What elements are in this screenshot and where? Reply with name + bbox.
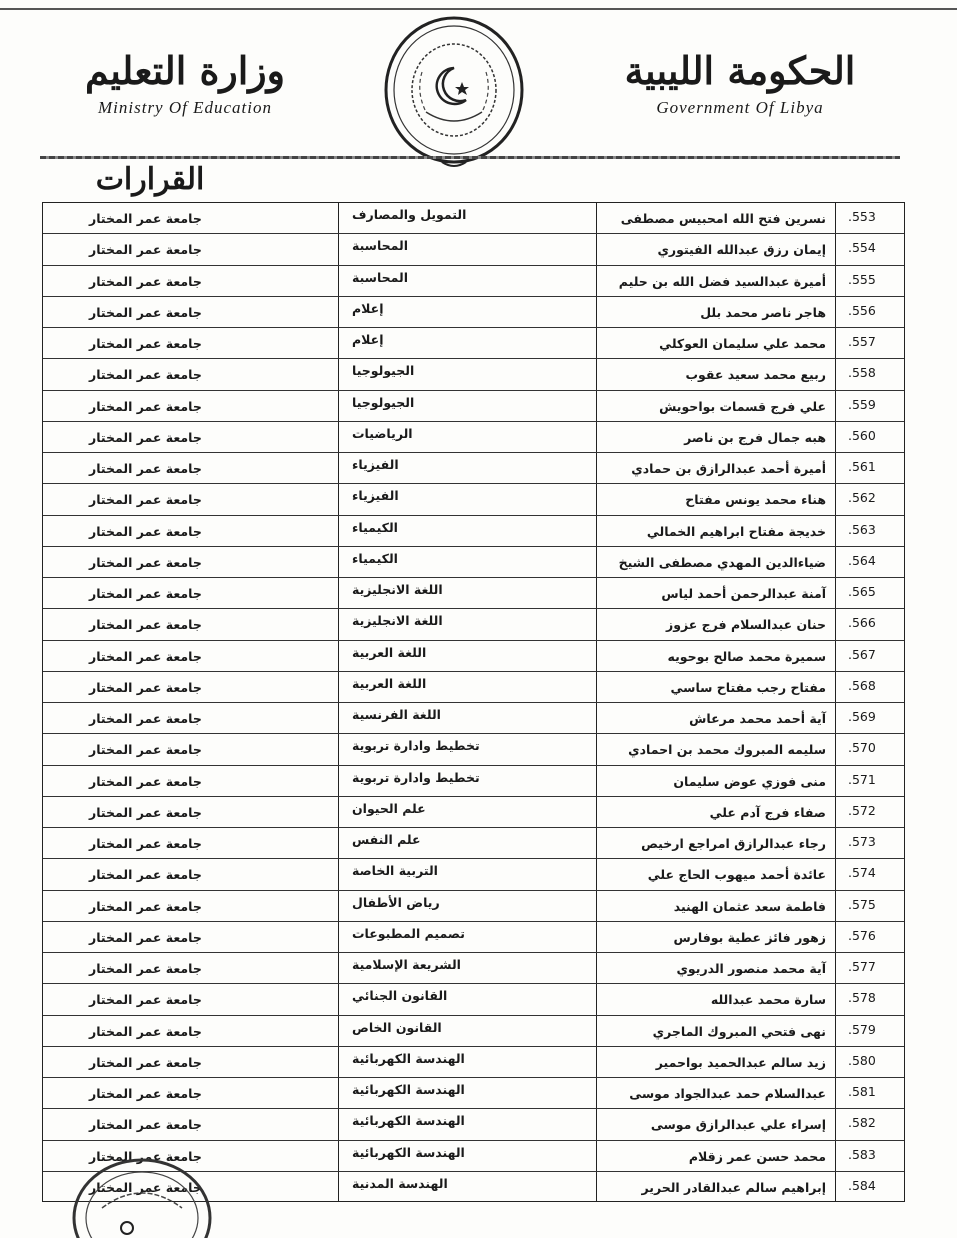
student-name: إيمان رزق عبدالله الفيتوري: [657, 242, 826, 258]
department: اللغة الانجليزية: [352, 613, 443, 629]
top-border-line: [0, 8, 957, 10]
university: جامعة عمر المختار: [89, 461, 202, 476]
university: جامعة عمر المختار: [89, 492, 202, 508]
row-number: .560: [848, 427, 876, 443]
row-number: .564: [848, 552, 876, 568]
department: اللغة العربية: [352, 644, 427, 660]
student-name: سميرة محمد صالح بوحويه: [667, 648, 826, 664]
row-number: .568: [848, 677, 876, 693]
department: اللغة العربية: [352, 675, 427, 691]
government-arabic-title: الحكومة الليبية: [624, 48, 856, 93]
department: الهندسة الكهربائية: [352, 1050, 465, 1066]
department: المحاسبة: [352, 238, 409, 254]
university: جامعة عمر المختار: [89, 648, 202, 664]
department: المحاسبة: [352, 269, 409, 285]
department: الهندسة المدنية: [352, 1175, 448, 1191]
table-row: [43, 1047, 904, 1078]
student-name: فاطمة سعد عثمان الهنيد: [673, 898, 826, 914]
student-name: نسرين فتح الله امحبيس مصطفى: [620, 211, 826, 226]
student-name: نهى فتحي المبروك الماجري: [652, 1023, 826, 1039]
department: اللغة الفرنسية: [352, 707, 441, 722]
row-number: .569: [848, 709, 876, 724]
department: الفيزياء: [352, 457, 399, 472]
university: جامعة عمر المختار: [89, 367, 202, 383]
university: جامعة عمر المختار: [89, 711, 202, 726]
row-number: .553: [848, 209, 876, 224]
table-row: [43, 1109, 904, 1140]
table-row: [43, 266, 904, 297]
department: الجيولوجيا: [352, 363, 415, 379]
student-name: محمد حسن عمر زقلام: [688, 1148, 826, 1164]
row-number: .556: [848, 302, 876, 318]
department: الشريعة الإسلامية: [352, 957, 461, 972]
table-row: [43, 641, 904, 672]
university: جامعة عمر المختار: [89, 804, 202, 820]
university: جامعة عمر المختار: [89, 929, 202, 945]
department: علم النفس: [352, 832, 421, 847]
row-number: .577: [848, 959, 876, 974]
ministry-english-title: Ministry Of Education: [98, 97, 272, 117]
student-name: أميرة عبدالسيد فضل الله بن حليم: [618, 273, 826, 289]
row-number: .584: [848, 1177, 876, 1193]
row-number: .566: [848, 615, 876, 631]
student-name: زيد سالم عبدالحميد بواحمير: [655, 1054, 826, 1070]
table-row: [43, 984, 904, 1015]
government-seal-emblem: [382, 12, 526, 172]
row-number: .561: [848, 459, 876, 474]
row-number: .574: [848, 865, 876, 881]
decisions-table: [42, 202, 905, 1202]
government-header: [600, 50, 880, 118]
student-name: حنان عبدالسلام فرج عزوز: [666, 617, 826, 633]
department: إعلام: [352, 300, 384, 316]
table-row: [43, 891, 904, 922]
department: اللغة الانجليزية: [352, 582, 443, 597]
row-number: .578: [848, 990, 876, 1006]
row-number: .559: [848, 396, 876, 412]
table-row: [43, 453, 904, 484]
university: جامعة عمر المختار: [89, 242, 202, 258]
student-name: محمد علي سليمان العوكلي: [659, 336, 826, 351]
department: علم الحيوان: [352, 800, 426, 816]
university: جامعة عمر المختار: [89, 304, 202, 320]
department: تخطيط وادارة تربوية: [352, 738, 480, 754]
row-number: .573: [848, 834, 876, 849]
university: جامعة عمر المختار: [89, 586, 202, 601]
ministry-arabic-title: وزارة التعليم: [84, 48, 286, 93]
student-name: زهور فائز عطية بوفارس: [673, 929, 826, 945]
student-name: آية محمد منصور الدريوي: [676, 961, 826, 976]
row-number: .563: [848, 521, 876, 537]
table-row: [43, 422, 904, 453]
row-number: .565: [848, 584, 876, 599]
university: جامعة عمر المختار: [89, 961, 202, 976]
university: جامعة عمر المختار: [89, 336, 202, 351]
university: جامعة عمر المختار: [89, 867, 202, 883]
department: القانون الجنائي: [352, 988, 448, 1004]
department: القانون الخاص: [352, 1019, 442, 1035]
table-row: [43, 766, 904, 797]
official-stamp-emblem: [62, 1148, 212, 1238]
row-number: .562: [848, 490, 876, 506]
student-name: آمنة عبدالرحمن أحمد لياس: [661, 586, 826, 601]
row-number: .582: [848, 1115, 876, 1131]
department: الرياضيات: [352, 425, 413, 441]
university: جامعة عمر المختار: [89, 1023, 202, 1039]
row-number: .581: [848, 1084, 876, 1099]
department: رياض الأطفال: [352, 894, 440, 910]
department: تصميم المطبوعات: [352, 925, 465, 941]
student-name: هاجر ناصر محمد بلل: [700, 304, 826, 320]
university: جامعة عمر المختار: [89, 1179, 202, 1195]
department: التمويل والمصارف: [352, 207, 467, 222]
university: جامعة عمر المختار: [89, 773, 202, 789]
university: جامعة عمر المختار: [89, 398, 202, 414]
row-number: .583: [848, 1146, 876, 1162]
table-row: [43, 484, 904, 515]
table-row: [43, 1078, 904, 1109]
student-name: هناء محمد يونس مفتاح: [685, 492, 826, 508]
university: جامعة عمر المختار: [89, 429, 202, 445]
table-row: [43, 234, 904, 265]
government-english-title: Government Of Libya: [656, 97, 824, 117]
table-row: [43, 797, 904, 828]
table-row: [43, 609, 904, 640]
row-number: .579: [848, 1021, 876, 1037]
university: جامعة عمر المختار: [89, 742, 202, 758]
department: إعلام: [352, 332, 384, 347]
table-row: [43, 922, 904, 953]
university: جامعة عمر المختار: [89, 554, 202, 570]
student-name: ضياءالدين المهدي مصطفى الشيخ: [618, 554, 826, 570]
row-number: .557: [848, 334, 876, 349]
table-row: [43, 391, 904, 422]
table-row: [43, 547, 904, 578]
row-number: .555: [848, 271, 876, 287]
student-name: خديجة مفتاح ابراهيم الخمالي: [646, 523, 826, 539]
department: الفيزياء: [352, 488, 399, 504]
table-row: [43, 859, 904, 890]
university: جامعة عمر المختار: [89, 523, 202, 539]
table-row: [43, 953, 904, 984]
student-name: ربيع محمد سعيد عقوب: [685, 367, 826, 383]
student-name: إسراء علي عبدالرازق موسى: [650, 1117, 826, 1133]
student-name: سارة محمد عبدالله: [710, 992, 826, 1008]
student-name: عبدالسلام حمد عبدالجواد موسى: [629, 1086, 826, 1101]
university: جامعة عمر المختار: [89, 836, 202, 851]
table-row: [43, 516, 904, 547]
university: جامعة عمر المختار: [89, 1054, 202, 1070]
department: الكيمياء: [352, 519, 398, 535]
section-title: القرارات: [95, 162, 205, 197]
table-row: [43, 203, 904, 234]
row-number: .570: [848, 740, 876, 756]
table-row: [43, 672, 904, 703]
table-row: [43, 578, 904, 609]
table-row: [43, 297, 904, 328]
student-name: أميرة أحمد عبدالرازق بن حمادي: [631, 461, 826, 476]
department: الكيمياء: [352, 550, 398, 566]
table-row: [43, 1016, 904, 1047]
table-row: [43, 359, 904, 390]
university: جامعة عمر المختار: [89, 1117, 202, 1133]
header-separator: [40, 156, 900, 159]
table-row: [43, 734, 904, 765]
table-row: [43, 703, 904, 734]
student-name: هبه جمال فرج بن ناصر: [684, 429, 826, 445]
university: جامعة عمر المختار: [89, 211, 202, 226]
department: الهندسة الكهربائية: [352, 1082, 465, 1097]
university: جامعة عمر المختار: [89, 273, 202, 289]
student-name: علي فرج قسمات بواحويش: [659, 398, 826, 414]
row-number: .572: [848, 802, 876, 818]
row-number: .576: [848, 927, 876, 943]
department: الجيولوجيا: [352, 394, 415, 410]
university: جامعة عمر المختار: [89, 898, 202, 914]
row-number: .567: [848, 646, 876, 662]
table-row: [43, 328, 904, 359]
university: جامعة عمر المختار: [89, 992, 202, 1008]
department: الهندسة الكهربائية: [352, 1144, 465, 1160]
student-name: عائدة أحمد ميهوب الحاج علي: [647, 867, 826, 883]
department: تخطيط وادارة تربوية: [352, 769, 480, 785]
student-name: صفاء فرج آدم علي: [709, 804, 826, 820]
student-name: سليمه المبروك محمد بن احمادي: [628, 742, 826, 758]
row-number: .580: [848, 1052, 876, 1068]
row-number: .571: [848, 771, 876, 787]
university: جامعة عمر المختار: [89, 1086, 202, 1101]
student-name: آية أحمد محمد مرعاش: [689, 711, 826, 726]
university: جامعة عمر المختار: [89, 679, 202, 695]
university: جامعة عمر المختار: [89, 1148, 202, 1164]
row-number: .558: [848, 365, 876, 381]
table-row: [43, 828, 904, 859]
row-number: .575: [848, 896, 876, 912]
department: التربية الخاصة: [352, 863, 438, 879]
department: الهندسة الكهربائية: [352, 1113, 465, 1129]
student-name: رجاء عبدالرازق امراجع ارخيص: [641, 836, 826, 851]
row-number: .554: [848, 240, 876, 256]
student-name: إبراهيم سالم عبدالقادر الحرير: [641, 1179, 826, 1195]
university: جامعة عمر المختار: [89, 617, 202, 633]
ministry-header: [60, 50, 310, 118]
student-name: مفتاح رجب مفتاح ساسي: [670, 679, 826, 695]
student-name: منى فوزي عوض سليمان: [673, 773, 826, 789]
